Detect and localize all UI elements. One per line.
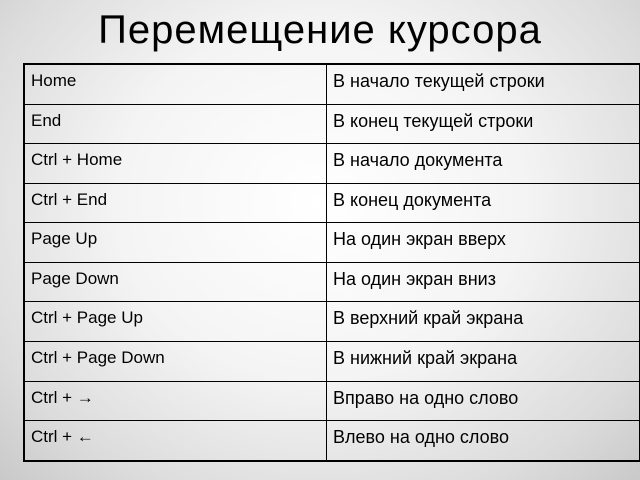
shortcut-key: Home xyxy=(24,64,327,104)
shortcut-action: В конец текущей строки xyxy=(327,104,640,144)
shortcut-key: Ctrl + ← xyxy=(24,421,327,461)
table-row xyxy=(24,342,640,382)
shortcut-action: В конец документа xyxy=(327,183,640,223)
table-row xyxy=(24,262,640,302)
table-row xyxy=(24,223,640,263)
table-row xyxy=(24,183,640,223)
table-row xyxy=(24,104,640,144)
shortcuts-table xyxy=(23,63,640,462)
shortcut-action: Влево на одно слово xyxy=(327,421,640,461)
shortcut-key: Ctrl + → xyxy=(24,381,327,421)
table-row xyxy=(24,302,640,342)
shortcut-key: Ctrl + End xyxy=(24,183,327,223)
shortcut-action: В нижний край экрана xyxy=(327,342,640,382)
shortcut-action: Вправо на одно слово xyxy=(327,381,640,421)
shortcut-action: В верхний край экрана xyxy=(327,302,640,342)
table-row xyxy=(24,144,640,184)
slide-title: Перемещение курсора xyxy=(98,8,542,52)
shortcut-action: В начало текущей строки xyxy=(327,64,640,104)
table-row xyxy=(24,64,640,104)
shortcut-action: На один экран вниз xyxy=(327,262,640,302)
shortcut-key: Page Down xyxy=(24,262,327,302)
shortcut-key: End xyxy=(24,104,327,144)
table-row xyxy=(24,381,640,421)
shortcut-key: Ctrl + Page Down xyxy=(24,342,327,382)
shortcut-key: Ctrl + Page Up xyxy=(24,302,327,342)
shortcut-action: На один экран вверх xyxy=(327,223,640,263)
shortcut-action: В начало документа xyxy=(327,144,640,184)
table-row xyxy=(24,421,640,461)
shortcut-key: Ctrl + Home xyxy=(24,144,327,184)
shortcut-key: Page Up xyxy=(24,223,327,263)
